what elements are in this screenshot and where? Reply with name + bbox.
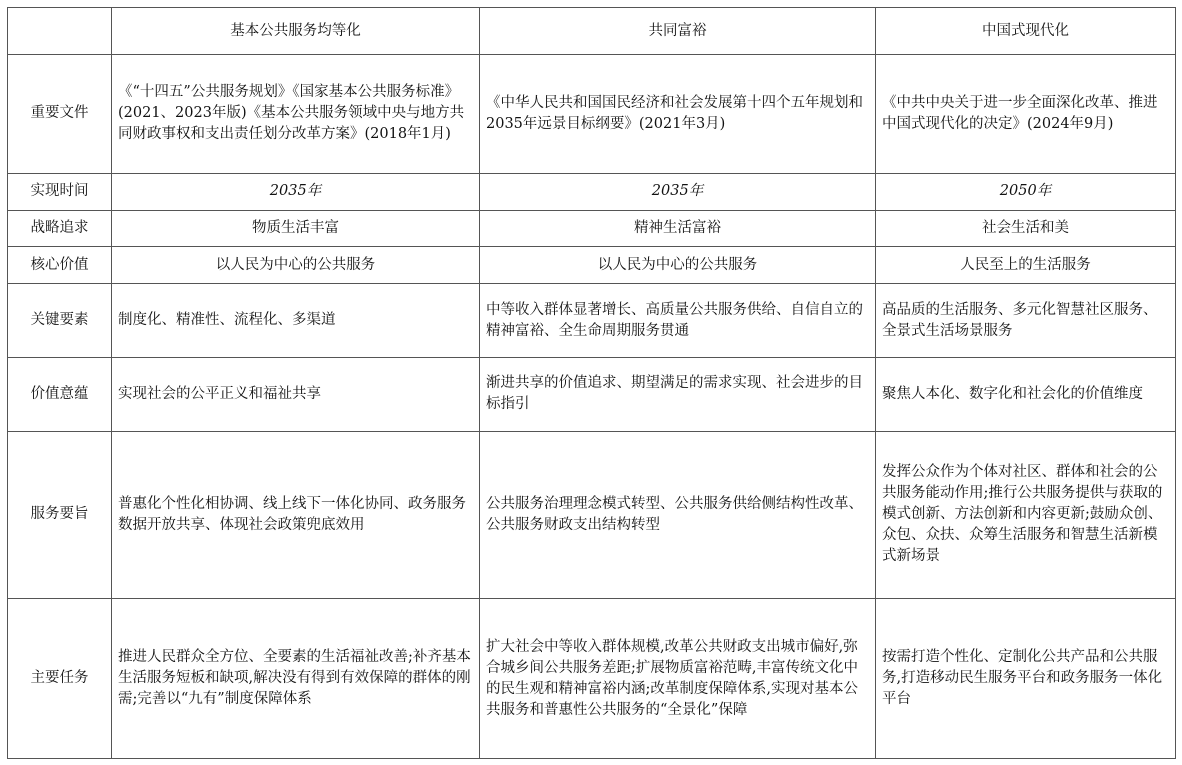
cell-key-elements-common-prosperity: 中等收入群体显著增长、高质量公共服务供给、自信自立的精神富裕、全生命周期服务贯通 [480, 284, 876, 358]
table-row-value-meaning [8, 357, 1176, 431]
cell-value-meaning-modernization: 聚焦人本化、数字化和社会化的价值维度 [876, 357, 1176, 431]
cell-value-meaning-common-prosperity: 渐进共享的价值追求、期望满足的需求实现、社会进步的目标指引 [480, 357, 876, 431]
cell-main-tasks-common-prosperity: 扩大社会中等收入群体规模,改革公共财政支出城市偏好,弥合城乡间公共服务差距;扩展物质富裕范畴,丰富传统文化中的民生观和精神富裕内涵;改革制度保障体系,实现对基本公共服务和普惠性公共服务的“全景化”保障 [480, 599, 876, 759]
row-label-value-meaning: 价值意蕴 [8, 357, 112, 431]
table-row-documents [8, 55, 1176, 174]
cell-service-purpose-equalization: 普惠化个性化相协调、线上线下一体化协同、政务服务数据开放共享、体现社会政策兜底效用 [112, 431, 480, 599]
column-header-equalization: 基本公共服务均等化 [112, 8, 480, 55]
cell-time-common-prosperity: 2035年 [480, 173, 876, 210]
cell-documents-equalization: 《“十四五”公共服务规划》《国家基本公共服务标准》(2021、2023年版)《基本公共服务领域中央与地方共同财政事权和支出责任划分改革方案》(2018年1月) [112, 55, 480, 174]
table-row-key-elements [8, 284, 1176, 358]
cell-time-equalization: 2035年 [112, 173, 480, 210]
cell-service-purpose-common-prosperity: 公共服务治理理念模式转型、公共服务供给侧结构性改革、公共服务财政支出结构转型 [480, 431, 876, 599]
row-label-documents: 重要文件 [8, 55, 112, 174]
cell-value-meaning-equalization: 实现社会的公平正义和福祉共享 [112, 357, 480, 431]
row-label-time: 实现时间 [8, 173, 112, 210]
cell-strategy-common-prosperity: 精神生活富裕 [480, 210, 876, 247]
cell-key-elements-equalization: 制度化、精准性、流程化、多渠道 [112, 284, 480, 358]
row-label-key-elements: 关键要素 [8, 284, 112, 358]
cell-core-value-equalization: 以人民为中心的公共服务 [112, 247, 480, 284]
cell-core-value-common-prosperity: 以人民为中心的公共服务 [480, 247, 876, 284]
column-header-modernization: 中国式现代化 [876, 8, 1176, 55]
cell-documents-modernization: 《中共中央关于进一步全面深化改革、推进中国式现代化的决定》(2024年9月) [876, 55, 1176, 174]
cell-time-modernization: 2050年 [876, 173, 1176, 210]
table-row-time [8, 173, 1176, 210]
column-header-common-prosperity: 共同富裕 [480, 8, 876, 55]
comparison-table [7, 7, 1176, 759]
corner-cell [8, 8, 112, 55]
row-label-core-value: 核心价值 [8, 247, 112, 284]
cell-documents-common-prosperity: 《中华人民共和国国民经济和社会发展第十四个五年规划和2035年远景目标纲要》(2021年3月) [480, 55, 876, 174]
cell-key-elements-modernization: 高品质的生活服务、多元化智慧社区服务、全景式生活场景服务 [876, 284, 1176, 358]
cell-core-value-modernization: 人民至上的生活服务 [876, 247, 1176, 284]
table-row-core-value [8, 247, 1176, 284]
row-label-service-purpose: 服务要旨 [8, 431, 112, 599]
cell-strategy-equalization: 物质生活丰富 [112, 210, 480, 247]
header-row [8, 8, 1176, 55]
cell-main-tasks-modernization: 按需打造个性化、定制化公共产品和公共服务,打造移动民生服务平台和政务服务一体化平台 [876, 599, 1176, 759]
table-row-strategy [8, 210, 1176, 247]
table-row-main-tasks [8, 599, 1176, 759]
table-row-service-purpose [8, 431, 1176, 599]
row-label-strategy: 战略追求 [8, 210, 112, 247]
cell-strategy-modernization: 社会生活和美 [876, 210, 1176, 247]
cell-service-purpose-modernization: 发挥公众作为个体对社区、群体和社会的公共服务能动作用;推行公共服务提供与获取的模式创新、方法创新和内容更新;鼓励众创、众包、众扶、众筹生活服务和智慧生活新模式新场景 [876, 431, 1176, 599]
cell-main-tasks-equalization: 推进人民群众全方位、全要素的生活福祉改善;补齐基本生活服务短板和缺项,解决没有得到有效保障的群体的刚需;完善以“九有”制度保障体系 [112, 599, 480, 759]
row-label-main-tasks: 主要任务 [8, 599, 112, 759]
